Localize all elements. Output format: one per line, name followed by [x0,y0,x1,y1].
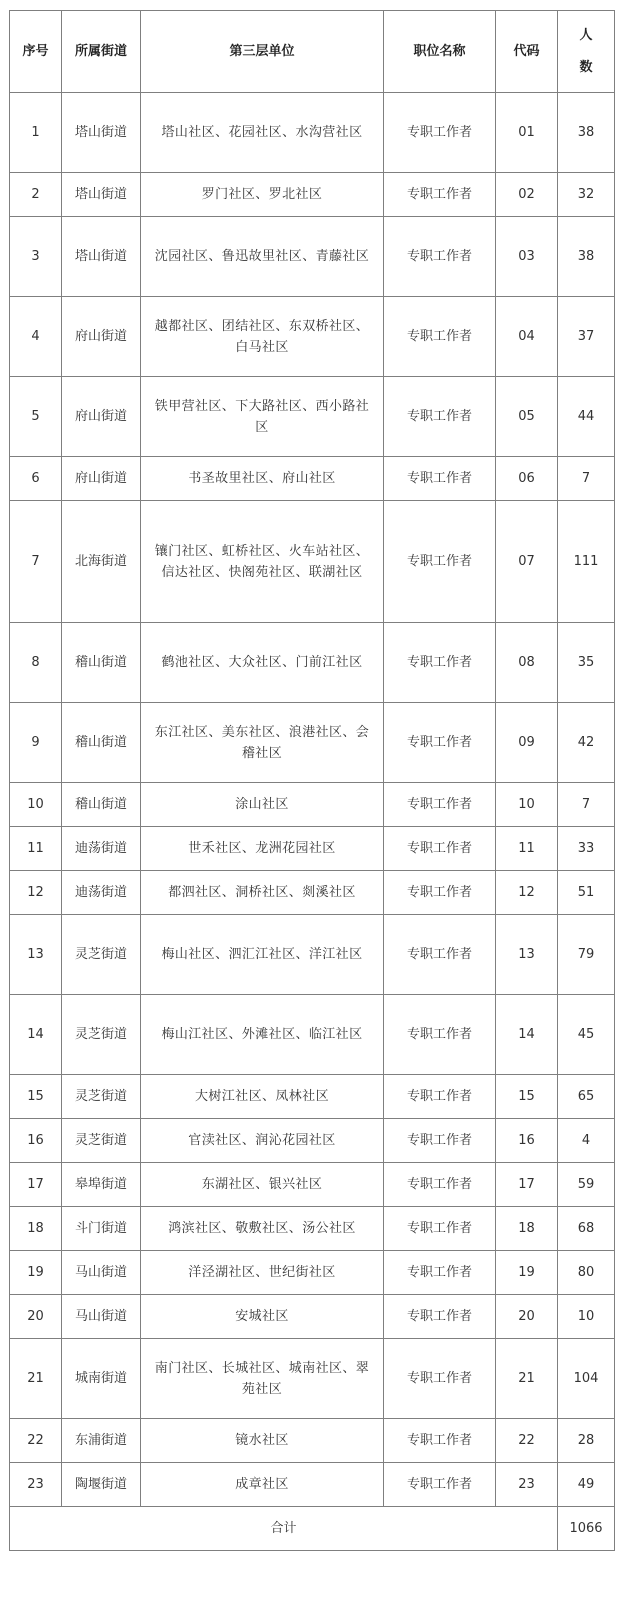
cell-count: 65 [558,1075,615,1119]
cell-no: 11 [10,827,62,871]
cell-code: 20 [496,1295,558,1339]
cell-count: 59 [558,1163,615,1207]
cell-street: 迪荡街道 [62,827,141,871]
cell-post: 专职工作者 [384,1119,496,1163]
table-row [10,783,615,827]
cell-no: 8 [10,623,62,703]
cell-count: 42 [558,703,615,783]
header-street: 所属街道 [62,11,141,93]
cell-street: 马山街道 [62,1251,141,1295]
cell-post: 专职工作者 [384,871,496,915]
cell-no: 1 [10,93,62,173]
table-row [10,93,615,173]
total-label: 合计 [10,1507,558,1551]
cell-unit: 官渎社区、润沁花园社区 [141,1119,384,1163]
header-count [558,11,615,93]
cell-street: 塔山街道 [62,217,141,297]
cell-post: 专职工作者 [384,173,496,217]
cell-code: 08 [496,623,558,703]
cell-street: 斗门街道 [62,1207,141,1251]
cell-no: 7 [10,501,62,623]
cell-code: 07 [496,501,558,623]
cell-no: 9 [10,703,62,783]
cell-post: 专职工作者 [384,501,496,623]
cell-unit: 镜水社区 [141,1419,384,1463]
table-row [10,1251,615,1295]
cell-post: 专职工作者 [384,93,496,173]
header-count-line2: 数 [579,59,593,75]
table-row [10,1463,615,1507]
cell-no: 21 [10,1339,62,1419]
table-body [10,93,615,1507]
cell-post: 专职工作者 [384,1419,496,1463]
cell-unit: 东湖社区、银兴社区 [141,1163,384,1207]
cell-unit: 镶门社区、虹桥社区、火车站社区、信达社区、快阁苑社区、联湖社区 [141,501,384,623]
cell-unit: 越都社区、团结社区、东双桥社区、白马社区 [141,297,384,377]
cell-no: 2 [10,173,62,217]
cell-unit: 涂山社区 [141,783,384,827]
cell-post: 专职工作者 [384,703,496,783]
cell-code: 16 [496,1119,558,1163]
cell-unit: 洋泾湖社区、世纪街社区 [141,1251,384,1295]
cell-post: 专职工作者 [384,1295,496,1339]
cell-count: 79 [558,915,615,995]
cell-no: 16 [10,1119,62,1163]
cell-code: 04 [496,297,558,377]
cell-unit: 鹤池社区、大众社区、门前江社区 [141,623,384,703]
cell-code: 22 [496,1419,558,1463]
cell-unit: 东江社区、美东社区、浪港社区、会稽社区 [141,703,384,783]
table-header-row [10,11,615,93]
cell-code: 13 [496,915,558,995]
cell-count: 49 [558,1463,615,1507]
table-row [10,1075,615,1119]
cell-street: 陶堰街道 [62,1463,141,1507]
table-row [10,1419,615,1463]
total-row [10,1507,615,1551]
cell-count: 45 [558,995,615,1075]
cell-count: 111 [558,501,615,623]
table-row [10,297,615,377]
cell-no: 14 [10,995,62,1075]
cell-count: 51 [558,871,615,915]
cell-count: 38 [558,93,615,173]
cell-no: 5 [10,377,62,457]
cell-code: 10 [496,783,558,827]
cell-post: 专职工作者 [384,217,496,297]
cell-unit: 沈园社区、鲁迅故里社区、青藤社区 [141,217,384,297]
cell-code: 23 [496,1463,558,1507]
cell-street: 府山街道 [62,297,141,377]
cell-street: 府山街道 [62,457,141,501]
cell-no: 17 [10,1163,62,1207]
recruitment-table [9,10,615,1551]
header-unit: 第三层单位 [141,11,384,93]
cell-street: 稽山街道 [62,703,141,783]
cell-count: 7 [558,457,615,501]
cell-unit: 安城社区 [141,1295,384,1339]
cell-unit: 大树江社区、凤林社区 [141,1075,384,1119]
cell-street: 灵芝街道 [62,915,141,995]
table-row [10,995,615,1075]
cell-no: 18 [10,1207,62,1251]
cell-post: 专职工作者 [384,1075,496,1119]
cell-code: 03 [496,217,558,297]
cell-unit: 铁甲营社区、下大路社区、西小路社区 [141,377,384,457]
table-row [10,827,615,871]
cell-street: 皋埠街道 [62,1163,141,1207]
table-row [10,623,615,703]
cell-count: 10 [558,1295,615,1339]
cell-unit: 梅山江社区、外滩社区、临江社区 [141,995,384,1075]
header-count-line1: 人 [579,27,593,43]
cell-no: 10 [10,783,62,827]
cell-count: 44 [558,377,615,457]
table-row [10,1163,615,1207]
cell-post: 专职工作者 [384,1339,496,1419]
cell-code: 17 [496,1163,558,1207]
cell-unit: 书圣故里社区、府山社区 [141,457,384,501]
cell-count: 7 [558,783,615,827]
cell-post: 专职工作者 [384,783,496,827]
cell-street: 马山街道 [62,1295,141,1339]
cell-code: 06 [496,457,558,501]
cell-post: 专职工作者 [384,457,496,501]
cell-unit: 世禾社区、龙洲花园社区 [141,827,384,871]
cell-no: 22 [10,1419,62,1463]
cell-post: 专职工作者 [384,1207,496,1251]
header-post: 职位名称 [384,11,496,93]
table-row [10,1207,615,1251]
cell-count: 68 [558,1207,615,1251]
table-row [10,217,615,297]
cell-street: 迪荡街道 [62,871,141,915]
cell-street: 城南街道 [62,1339,141,1419]
cell-street: 北海街道 [62,501,141,623]
table-row [10,501,615,623]
cell-unit: 南门社区、长城社区、城南社区、翠苑社区 [141,1339,384,1419]
cell-unit: 罗门社区、罗北社区 [141,173,384,217]
cell-post: 专职工作者 [384,623,496,703]
table-row [10,1295,615,1339]
cell-code: 18 [496,1207,558,1251]
cell-no: 20 [10,1295,62,1339]
cell-count: 32 [558,173,615,217]
cell-code: 01 [496,93,558,173]
table-row [10,377,615,457]
cell-post: 专职工作者 [384,297,496,377]
cell-code: 05 [496,377,558,457]
cell-street: 塔山街道 [62,93,141,173]
cell-no: 3 [10,217,62,297]
cell-street: 塔山街道 [62,173,141,217]
table-row [10,915,615,995]
cell-unit: 梅山社区、泗汇江社区、洋江社区 [141,915,384,995]
table-row [10,871,615,915]
cell-street: 稽山街道 [62,623,141,703]
cell-code: 15 [496,1075,558,1119]
cell-unit: 鸿滨社区、敬敷社区、汤公社区 [141,1207,384,1251]
cell-post: 专职工作者 [384,995,496,1075]
table-row [10,1339,615,1419]
cell-no: 6 [10,457,62,501]
cell-street: 东浦街道 [62,1419,141,1463]
cell-post: 专职工作者 [384,1163,496,1207]
cell-street: 灵芝街道 [62,1119,141,1163]
table-row [10,173,615,217]
cell-no: 13 [10,915,62,995]
table-row [10,1119,615,1163]
cell-code: 19 [496,1251,558,1295]
header-code: 代码 [496,11,558,93]
cell-count: 35 [558,623,615,703]
cell-no: 12 [10,871,62,915]
cell-count: 80 [558,1251,615,1295]
cell-post: 专职工作者 [384,1463,496,1507]
cell-count: 38 [558,217,615,297]
cell-code: 21 [496,1339,558,1419]
cell-no: 15 [10,1075,62,1119]
cell-count: 4 [558,1119,615,1163]
cell-street: 稽山街道 [62,783,141,827]
cell-code: 14 [496,995,558,1075]
cell-code: 02 [496,173,558,217]
cell-count: 37 [558,297,615,377]
cell-post: 专职工作者 [384,827,496,871]
cell-count: 28 [558,1419,615,1463]
table-row [10,457,615,501]
cell-street: 灵芝街道 [62,995,141,1075]
cell-no: 19 [10,1251,62,1295]
cell-post: 专职工作者 [384,915,496,995]
cell-code: 11 [496,827,558,871]
cell-unit: 塔山社区、花园社区、水沟营社区 [141,93,384,173]
cell-code: 09 [496,703,558,783]
cell-street: 府山街道 [62,377,141,457]
cell-no: 4 [10,297,62,377]
cell-street: 灵芝街道 [62,1075,141,1119]
cell-no: 23 [10,1463,62,1507]
cell-code: 12 [496,871,558,915]
cell-unit: 都泗社区、洞桥社区、剡溪社区 [141,871,384,915]
cell-post: 专职工作者 [384,1251,496,1295]
cell-unit: 成章社区 [141,1463,384,1507]
cell-count: 104 [558,1339,615,1419]
header-no: 序号 [10,11,62,93]
table-row [10,703,615,783]
cell-post: 专职工作者 [384,377,496,457]
total-count: 1066 [558,1507,615,1551]
cell-count: 33 [558,827,615,871]
